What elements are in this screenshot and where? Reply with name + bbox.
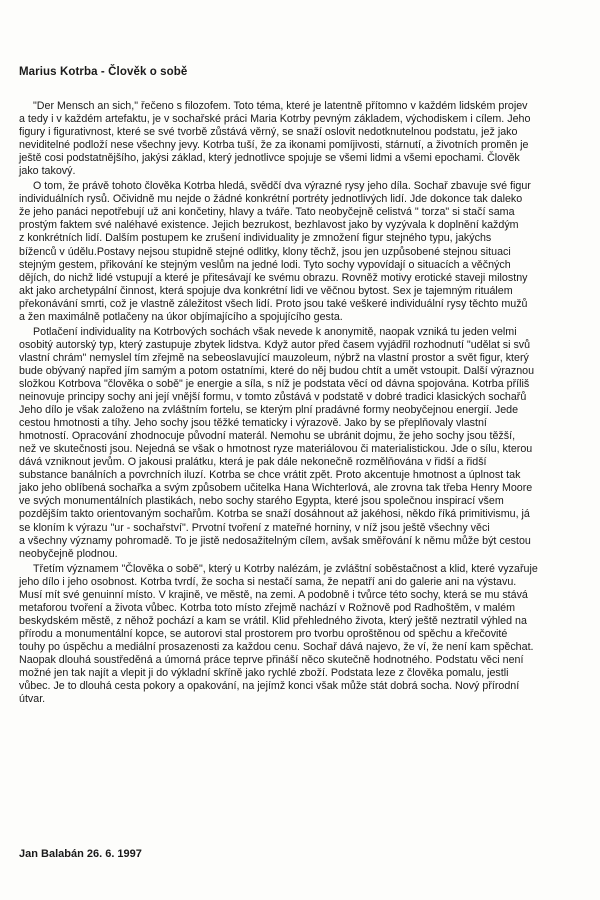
text-line: z konkrétních lidí. Dalším postupem ke zrušení individuality je zmnožení figur stejného typu, jakýchs xyxy=(19,232,492,245)
text-line: že jeho panáci nepotřebují už ani končetiny, hlavy a tváře. Tato neobyčejně celistvá " torza" si stačí sama xyxy=(19,206,515,219)
text-line: substance banálních a povrchních iluzí. Kotrba se chce vrátit zpět. Proto akcentuje hmotnost a úplnost tak xyxy=(19,469,521,482)
text-line: figury i figurativnost, které se své tvorbě zůstává věrný, se snaží oslovit nedotknutelnou podstatu, jež jako xyxy=(19,126,518,139)
text-line: touhy po úspěchu a mediální prosazenosti za každou cenu. Sochař dává najevo, že ví, že není kam spěchat. xyxy=(19,640,534,653)
text-line: Jeho dílo je však založeno na zvláštním fortelu, se kterým plní pradávné formy neobyčejnou energií. Jede xyxy=(19,404,519,417)
text-line: dává vzniknout jevům. O jakousi pralátku, která je pak dále nekonečně rozmělňována v řidší a řidší xyxy=(19,456,487,469)
text-line: a žen maximálně potlačeny na úkor objímajícího a spojujícího gesta. xyxy=(19,310,343,323)
document-body xyxy=(19,100,600,706)
text-line: ještě cosi podstatnějšího, jakýsi základ, který jednotlivce spojuje se všemi lidmi a všemi epochami. Člověk xyxy=(19,152,520,165)
paragraph xyxy=(19,563,600,707)
text-line: cestou hmotnosti a tíhy. Jeho sochy jsou těžké tematicky i výrazově. Jako by se přeplňovaly vlastní xyxy=(19,417,487,430)
text-line: metaforou tvoření a života vůbec. Kotrba toto místo zřejmě nachází v Rožnově pod Radhoštěm, v malém xyxy=(19,601,516,614)
document-title: Marius Kotrba - Člověk o sobě xyxy=(19,66,188,78)
text-line: bude obývaný napřed jím samým a potom ostatními, které do něj budou chtít a umět vstoupit. Další výraznou xyxy=(19,364,535,377)
text-line: prostým faktem své naléhavé existence. Jejich bezrukost, bezhlavost jako by vyzývala k doplnění každým xyxy=(19,219,519,232)
text-line: stejným gestem, přikování ke stejným veslům na jedné lodi. Tyto sochy vypovídají o situacích a věčných xyxy=(19,258,511,271)
text-line: Potlačení individuality na Kotrbových sochách však nevede k anonymitě, naopak vzniká tu jeden velmi xyxy=(33,325,517,338)
text-line: složkou Kotrbova "člověka o sobě" je energie a síla, s níž je podstata věcí od dávna spojována. Kotrba příliš xyxy=(19,377,530,390)
text-line: než ve skutečnosti jsou. Nejedná se však o hmotnost ryze materiálovou či materialistickou. Jde o sílu, kterou xyxy=(19,443,533,456)
text-line: jako takový. xyxy=(19,165,76,178)
text-line: Musí mít své genuinní místo. V krajině, ve městě, na zemi. A podobně i tvůrce této sochy, která se mu stává xyxy=(19,588,528,601)
text-line: jeho dílo i jeho osobnost. Kotrba tvrdí, že socha si nestačí sama, že nepatří ani do galerie ani na výstavu. xyxy=(19,575,517,588)
text-line: se kloním k výrazu "ur - sochařství". Prvotní tvoření z mateřné horniny, v níž jsou ještě všechny věci xyxy=(19,521,490,534)
text-line: a všechny významy pohromadě. To je jistě nedosažitelným cílem, avšak směřování k němu může být cestou xyxy=(19,534,531,547)
text-line: hmotností. Opracování zhodnocuje původní materál. Nemohu se ubránit dojmu, že jeho sochy jsou těžší, xyxy=(19,430,516,443)
text-line: bíženců v údělu.Postavy nejsou stupidně stejné odlitky, klony těchž, jsou jen uzpůsobené stejnou situaci xyxy=(19,245,511,258)
text-line: dějích, do nichž lidé vstupují a které je přitesávají ke svému obrazu. Rovněž motivy erotické staveji milostny xyxy=(19,271,528,284)
text-line: Naopak dlouhá soustředěná a úmorná práce teprve přináší něco skutečně hodnotného. Podstatu věci není xyxy=(19,653,524,666)
text-line: a tedy i v každém artefaktu, je v sochařské práci Maria Kotrby pevným základem, východiskem i cílem. Jeho xyxy=(19,113,531,126)
text-line: Třetím významem "Člověka o sobě", který u Kotrby nalézám, je zvláštní soběstačnost a klid, které vyzařuje xyxy=(33,562,538,575)
text-line: neviditelné podloží nese všechny jevy. Kotrba tuší, že za ikonami pomíjivosti, stárnutí, a životních proměn je xyxy=(19,139,529,152)
text-line: "Der Mensch an sich," řečeno s filozofem. Toto téma, které je latentně přítomno v každém lidském projev xyxy=(33,100,528,112)
signature-date: Jan Balabán 26. 6. 1997 xyxy=(19,848,142,860)
paragraph xyxy=(19,180,600,324)
text-line: beskydském městě, z něhož pochází a kam se vrátil. Klid přehledného života, který ještě neztratil výhled na xyxy=(19,614,527,627)
text-line: přírodu a monumentální kopce, se autorovi stal prostorem pro tvorbu oproštěnou od spěchu a křečovité xyxy=(19,627,508,640)
text-line: vlastní chrám" nemyslel tím zřejmě na sebeoslavující mauzoleum, nýbrž na vlastní prostor a svět figur, který xyxy=(19,351,529,364)
text-line: jako jeho oblíbená sochařka a svým způsobem učitelka Hana Wichterlová, ale zrovna tak třeba Henry Moore xyxy=(19,482,533,495)
text-line: akt jako archetypální činnost, která spojuje dva konkrétní lidi ve věčnou bytost. Sex je tajemným rituálem xyxy=(19,284,513,297)
text-line: ve svých monumentálních plastikách, nebo sochy starého Egypta, které jsou společnou inspirací všem xyxy=(19,495,504,508)
text-line: vůbec. Je to dlouhá cesta pokory a opakování, na jejímž konci však může stát dobrá socha. Nový přírodní xyxy=(19,680,520,693)
text-line: individuálních rysů. Očividně mu nejde o žádné konkrétní portréty jednotlivých lidí. Jde dokonce tak daleko xyxy=(19,193,523,206)
text-line: útvar. xyxy=(19,693,46,706)
text-line: možné jen tak najít a vlepit ji do výkladní skříně jako rychlé zboží. Podstata leze z člověka pomalu, jestli xyxy=(19,667,509,680)
text-line: neobyčejně plodnou. xyxy=(19,547,118,560)
text-line: neinovuje principy sochy ani její vnější formu, v tomto zůstává v podstatě v dobré tradici klasických sochařů xyxy=(19,391,527,404)
text-line: osobitý autorský typ, který zastupuje zbytek lidstva. Když autor před časem vyjádřil rozhodnutí "udělat si svů xyxy=(19,338,531,351)
text-line: překonávání smrti, což je vlastně záležitost všech lidí. Proto jsou také veškeré individuální rysy těchto mužů xyxy=(19,297,528,310)
paragraph xyxy=(19,326,600,561)
paragraph xyxy=(19,100,600,178)
text-line: pozdějším takto orientovaným sochařům. Kotrba se snaží dosáhnout až jakéhosi, někdo říká primitivismu, já xyxy=(19,508,530,521)
text-line: O tom, že právě tohoto člověka Kotrba hledá, svědčí dva výrazné rysy jeho díla. Sochař zbavuje své figur xyxy=(33,180,531,193)
